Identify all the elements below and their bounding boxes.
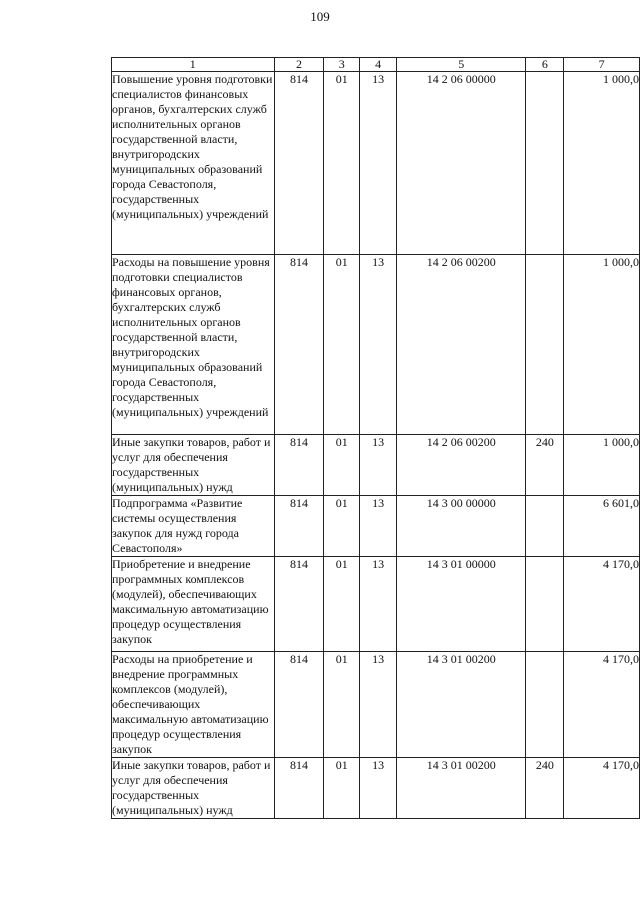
table-row [112, 652, 640, 758]
row-amount: 1 000,0 [564, 435, 640, 496]
row-section: 01 [324, 72, 360, 255]
row-amount: 1 000,0 [564, 255, 640, 435]
header-cell: 1 [112, 58, 275, 72]
row-amount: 4 170,0 [564, 652, 640, 758]
row-expense-type [526, 557, 564, 652]
table-row [112, 435, 640, 496]
row-expense-type: 240 [526, 435, 564, 496]
row-subsection: 13 [360, 435, 397, 496]
table-row [112, 496, 640, 557]
row-expense-type [526, 652, 564, 758]
header-row [112, 58, 640, 72]
page-number: 109 [310, 9, 330, 24]
row-subsection: 13 [360, 758, 397, 819]
row-section: 01 [324, 255, 360, 435]
row-amount: 6 601,0 [564, 496, 640, 557]
budget-table [111, 57, 640, 819]
row-ministry-code: 814 [274, 758, 324, 819]
table-row [112, 758, 640, 819]
header-cell: 6 [526, 58, 564, 72]
row-ministry-code: 814 [274, 255, 324, 435]
row-target-article: 14 2 06 00000 [397, 72, 526, 255]
header-cell: 7 [564, 58, 640, 72]
row-section: 01 [324, 758, 360, 819]
table-row [112, 557, 640, 652]
header-cell: 3 [324, 58, 360, 72]
row-name: Подпрограмма «Развитие системы осуществления закупок для нужд города Севастополя» [112, 496, 275, 557]
row-section: 01 [324, 435, 360, 496]
row-ministry-code: 814 [274, 496, 324, 557]
row-subsection: 13 [360, 652, 397, 758]
row-target-article: 14 3 01 00200 [397, 652, 526, 758]
row-section: 01 [324, 557, 360, 652]
row-name: Расходы на приобретение и внедрение программных комплексов (модулей), обеспечивающих максимальную автоматизацию процедур осуществления закупок [112, 652, 275, 758]
row-section: 01 [324, 652, 360, 758]
row-amount: 1 000,0 [564, 72, 640, 255]
table-row [112, 255, 640, 435]
row-name: Иные закупки товаров, работ и услуг для обеспечения государственных (муниципальных) нужд [112, 758, 275, 819]
table-row [112, 72, 640, 255]
row-name: Приобретение и внедрение программных комплексов (модулей), обеспечивающих максимальную автоматизацию процедур осуществления закупок [112, 557, 275, 652]
row-subsection: 13 [360, 72, 397, 255]
row-target-article: 14 3 00 00000 [397, 496, 526, 557]
row-ministry-code: 814 [274, 557, 324, 652]
row-section: 01 [324, 496, 360, 557]
row-ministry-code: 814 [274, 72, 324, 255]
header-cell: 2 [274, 58, 324, 72]
row-subsection: 13 [360, 496, 397, 557]
row-expense-type [526, 255, 564, 435]
row-target-article: 14 3 01 00000 [397, 557, 526, 652]
row-subsection: 13 [360, 557, 397, 652]
row-target-article: 14 2 06 00200 [397, 255, 526, 435]
row-amount: 4 170,0 [564, 758, 640, 819]
row-subsection: 13 [360, 255, 397, 435]
row-target-article: 14 3 01 00200 [397, 758, 526, 819]
header-cell: 5 [397, 58, 526, 72]
row-expense-type [526, 496, 564, 557]
row-name: Иные закупки товаров, работ и услуг для обеспечения государственных (муниципальных) нужд [112, 435, 275, 496]
row-expense-type [526, 72, 564, 255]
row-expense-type: 240 [526, 758, 564, 819]
row-ministry-code: 814 [274, 652, 324, 758]
row-name: Повышение уровня подготовки специалистов финансовых органов, бухгалтерских служб исполнительных органов государственной власти, внутригородских муниципальных образований города Севастополя, государственных (муниципальных) учреждений [112, 72, 275, 255]
row-target-article: 14 2 06 00200 [397, 435, 526, 496]
row-ministry-code: 814 [274, 435, 324, 496]
row-amount: 4 170,0 [564, 557, 640, 652]
header-cell: 4 [360, 58, 397, 72]
row-name: Расходы на повышение уровня подготовки специалистов финансовых органов, бухгалтерских служб исполнительных органов государственной власти, внутригородских муниципальных образований города Севастополя, государственных (муниципальных) учреждений [112, 255, 275, 435]
